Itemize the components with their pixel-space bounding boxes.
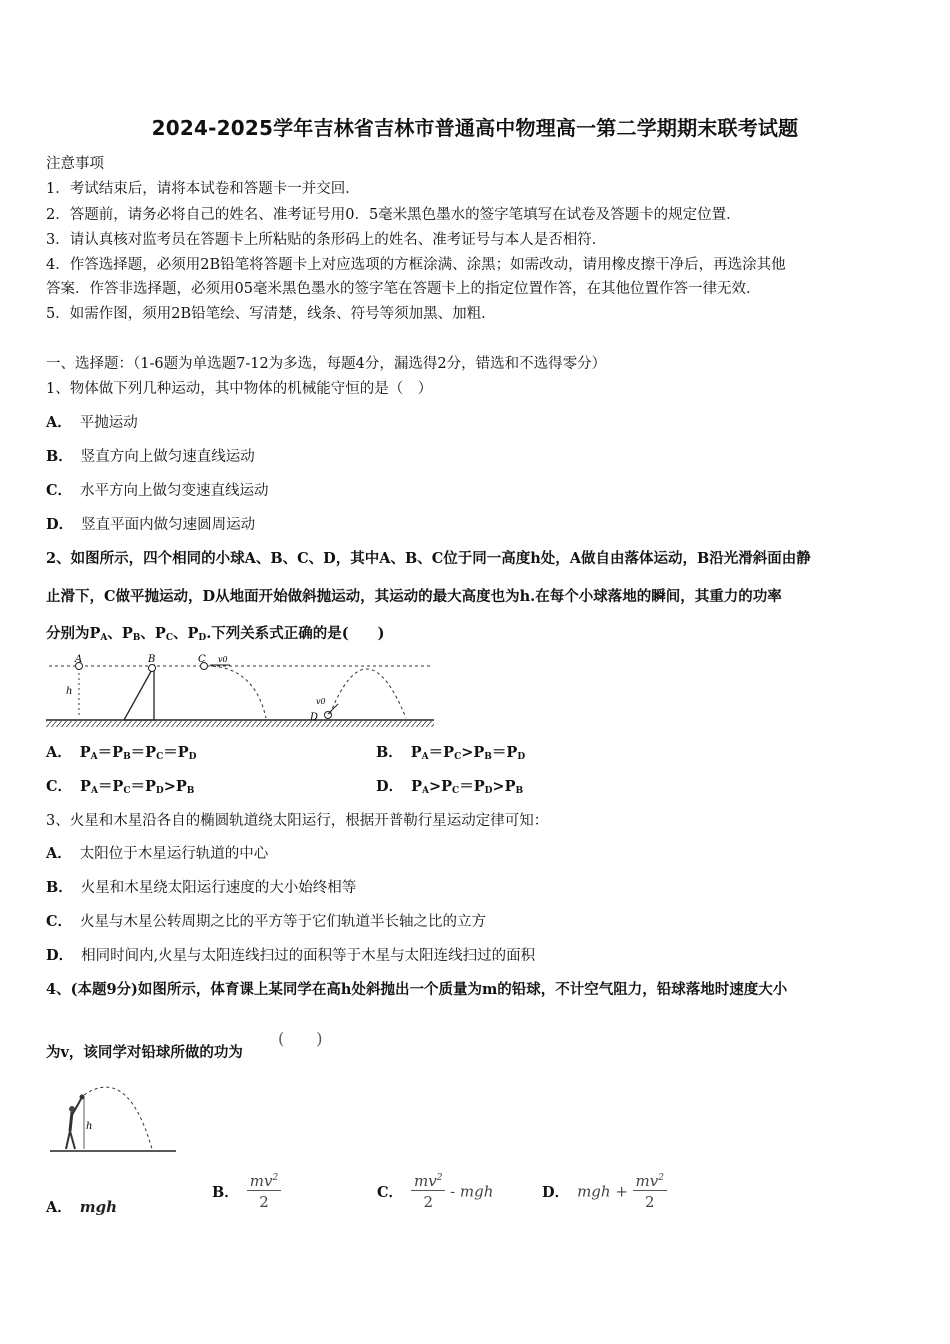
q1-option-a: A． 平抛运动 [46,414,138,431]
fig-label-v0: v0 [218,655,228,664]
q3-option-b: B． 火星和木星绕太阳运行速度的大小始终相等 [46,879,357,896]
q4-option-d: D． mgh + $\frac{mv^2}{2}$ [542,1172,667,1211]
fig-label-v0-d: v0 [316,697,326,706]
notice-item: 5．如需作图，须用2B铅笔绘、写清楚，线条、符号等须加黑、加粗． [46,306,496,322]
fig-label-d: D [310,712,319,723]
fig-label-b: B [148,654,156,665]
notice-item: 3．请认真核对监考员在答题卡上所粘贴的条形码上的姓名、准考证号与本人是否相符． [46,232,607,248]
q3-option-d: D． 相同时间内,火星与太阳连线扫过的面积等于木星与太阳连线扫过的面积 [46,947,536,964]
fig-label-h: h [86,1121,93,1132]
page-title: 2024-2025学年吉林省吉林市普通高中物理高一第二学期期末联考试题 [151,116,799,140]
q2-option-d: D． $P_A>P_C=P_D>P_B$ [376,778,524,796]
question-4-line: 4、(本题9分)如图所示，体育课上某同学在高h处斜抛出一个质量为m的铅球，不计空气阻力，铅球落地时速度大小 [46,981,788,998]
q2-option-a: A． $P_A=P_B=P_C=P_D$ [46,744,197,762]
q1-option-c: C． 水平方向上做匀变速直线运动 [46,482,269,499]
question-2-line: 止滑下，C做平抛运动，D从地面开始做斜抛运动，其运动的最大高度也为h.在每个小球落地的瞬间，其重力的功率 [46,588,782,605]
question-2-line: 2、如图所示，四个相同的小球A、B、C、D，其中A、B、C位于同一高度h处，A做自由落体运动，B沿光滑斜面由静 [46,550,811,567]
notice-item: 答案．作答非选择题，必须用05毫米黑色墨水的签字笔在答题卡上的指定位置作答，在其他位置作答一律无效． [46,281,761,297]
question-2-line: 分别为$P_A$、$P_B$、$P_C$、$P_D$.下列关系式正确的是( ) [46,625,385,643]
q4-option-c: C． $\frac{mv^2}{2}$ - mgh [377,1172,494,1211]
fig-label-a: A [75,654,83,665]
q4-figure [48,1085,180,1155]
notice-item: 4．作答选择题，必须用2B铅笔将答题卡上对应选项的方框涂满、涂黑；如需改动，请用橡皮擦干净后，再选涂其他 [46,257,786,273]
question-4-line: 为v，该同学对铅球所做的功为 [46,1044,243,1061]
question-3-stem: 3、火星和木星沿各自的椭圆轨道绕太阳运行，根据开普勒行星运动定律可知： [46,813,549,829]
notice-item: 1．考试结束后，请将本试卷和答题卡一并交回． [46,181,360,197]
q1-option-b: B． 竖直方向上做匀速直线运动 [46,448,255,465]
q4-option-b: B． $\frac{mv^2}{2}$ [212,1172,281,1211]
q2-option-b: B． $P_A=P_C>P_B=P_D$ [376,744,526,762]
question-1-stem: 1、物体做下列几种运动，其中物体的机械能守恒的是（ ） [46,381,433,397]
section-heading: 一、选择题：（1-6题为单选题7-12为多选，每题4分，漏选得2分，错选和不选得零分） [46,356,607,372]
q4-option-a: A． mgh [46,1198,118,1216]
fig-label-c: C [198,654,206,665]
q1-option-d: D． 竖直平面内做匀速圆周运动 [46,516,256,533]
notice-item: 2．答题前，请务必将自己的姓名、准考证号用0．5毫米黑色墨水的签字笔填写在试卷及答题卡的规定位置． [46,207,741,223]
q4-answer-paren: ( ) [278,1029,323,1048]
q3-option-c: C． 火星与木星公转周期之比的平方等于它们轨道半长轴之比的立方 [46,913,487,930]
q3-option-a: A． 太阳位于木星运行轨道的中心 [46,845,269,862]
notice-heading: 注意事项 [46,156,104,172]
q2-figure [44,652,436,730]
q2-option-c: C． $P_A=P_C=P_D>P_B$ [46,778,195,796]
fig-label-h: h [66,686,73,697]
